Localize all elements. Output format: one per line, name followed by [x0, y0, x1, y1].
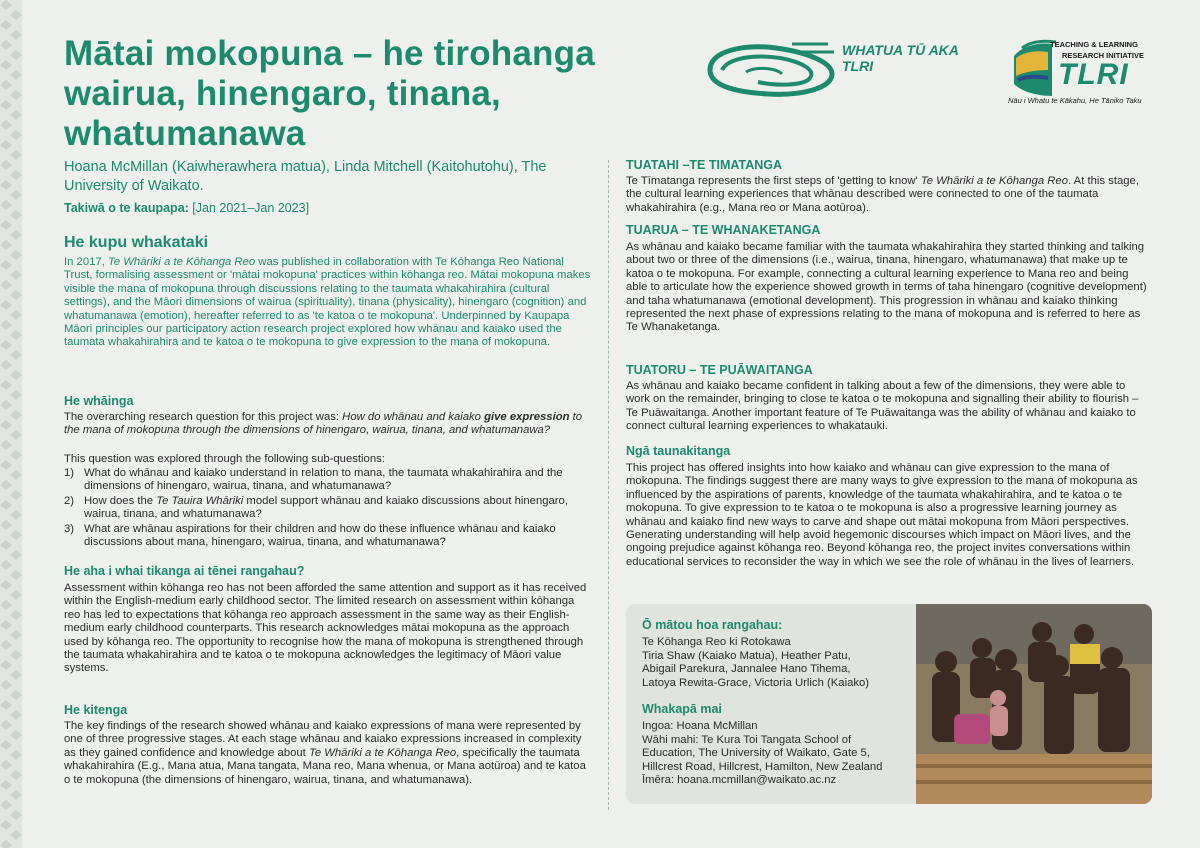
sub-questions-list [64, 467, 592, 550]
taunakitanga-text: This project has offered insights into how kaiako and whānau can give expression to the mana of mokopuna. The findings suggest there are many ways to give expression to the mana of mokopuna as influenced by the aspirations of parents, knowledge of the taumata whakahirahira, and te katoa o te mokopuna. To give expression to te katoa o te mokopuna is also a progressive learning journey as whānau and kaiako find new ways to carve and shape out mātai mokopuna from Māori perspectives. Generating understanding will help avoid hegemonic discourses which impact on Māori lives, and the ongoing prejudice against kōhanga reo. Beyond kōhanga reo, the project invites conversations within educational services to reconsider the way in which we see the role of whānau in the lives of learners. [626, 462, 1138, 568]
woven-border-pattern [0, 0, 22, 848]
sub-questions-intro: This question was explored through the following sub-questions: [64, 453, 385, 465]
tlri-line-2: RESEARCH INITIATIVE [1062, 51, 1144, 60]
tuarua-text: As whānau and kaiako became familiar with the taumata whakahirahira they started thinking and talking about two or three of the dimensions (i.e., wairua, tinana, hinengaro, whatumanawa) that make up te katoa o te mokopuna. For example, connecting a cultural learning experience to Mana reo and being able to articulate how the experience showed growth in terms of taha hinengaro (cognitive development) and taha whatumanawa (emotional development). This progression in whānau and kaiako thinking represented the next phase of expressions relating to the mana of mokopuna and is referred to here as Te Whanaketanga. [626, 241, 1147, 334]
column-divider [608, 160, 609, 810]
tlri-line-1: TEACHING & LEARNING [1050, 40, 1138, 49]
tlri-tagline: Nāu i Whatu te Kākahu, He Tāniko Taku [1008, 96, 1142, 105]
whatua-logo-text: WHATUA TŪ AKA TLRI [842, 42, 959, 74]
tlri-wordmark: TLRI [1058, 58, 1129, 91]
tuarua-heading: TUARUA – TE WHANAKETANGA [626, 223, 821, 237]
tuatoru-text: As whānau and kaiako became confident in talking about a few of the dimensions, they were able to work on the remainder, bringing to close te katoa o te mokopuna and signalling their ability to flourish – Te Puāwaitanga. Another important feature of Te Puāwaitanga was the ability of whānau and kaiako to connect cultural learning experiences to whakatauki. [626, 380, 1139, 433]
group-photo [916, 604, 1152, 804]
tuatahi-heading: TUATAHI –TE TIMATANGA [626, 158, 782, 172]
tikanga-text: Assessment within kōhanga reo has not been afforded the same attention and support as it has received within the English-medium early childhood sector. The limited research on assessment within kōhanga reo has led to expectations that kōhanga reo approach assessment in the same way as their English-medium early childhood counterparts. This research acknowledges mātai mokopuna as the approach used by kōhanga reo. The opportunity to recognise how the mana of mokopuna is strengthened through the taumata whakahirahira and te katoa o te mokopuna acknowledges the legitimacy of Māori value systems. [64, 582, 587, 675]
intro-heading: He kupu whakataki [64, 234, 209, 251]
tuatoru-heading: TUATORU – TE PUĀWAITANGA [626, 363, 813, 377]
partners-list: Te Kōhanga Reo ki Rotokawa Tiria Shaw (Kaiako Matua), Heather Patu, Abigail Parekura, Jannalee Hano Tihema, Latoya Rewita-Grace, Victoria Urlich (Kaiako) [642, 636, 870, 689]
contact-details: Ingoa: Hoana McMillan Wāhi mahi: Te Kura Toi Tangata School of Education, The University of Waikato, Gate 5, Hillcrest Road, Hillcrest, Hamilton, New Zealand Īmēra: hoana.mcmillan@waikato.ac.nz [642, 720, 883, 787]
authors: Hoana McMillan (Kaiwherawhera matua), Linda Mitchell (Kaitohutohu), The University of Waikato. [64, 159, 547, 194]
partners-heading: Ō mātou hoa rangahau: [642, 618, 783, 632]
tikanga-heading: He aha i whai tikanga ai tēnei rangahau? [64, 564, 305, 578]
contact-heading: Whakapā mai [642, 702, 722, 716]
list-item: 1) What do whānau and kaiako understand in relation to mana, the taumata whakahirahira and the dimensions of hinengaro, wairua, tinana, and whatumanawa? [64, 467, 563, 493]
kitenga-text: The key findings of the research showed whānau and kaiako expressions of mana were represented by one of three progressive stages. At each stage whānau and kaiako expressions increased in complexity as they gained confidence and knowledge about Te Whāriki a te Kōhanga Reo, specifically the taumata whakahirahira (E.g., Mana atua, Mana tangata, Mana reo, Mana whenua, or Mana aotūroa) and te katoa o te mokopuna (the dimensions of hinengaro, wairua, tinana, and whatumanawa). [64, 720, 586, 786]
list-item: 3) What are whānau aspirations for their children and how do these influence whānau and kaiako discussions about mana, hinengaro, wairua, tinana, and whatumanawa? [64, 522, 556, 549]
project-timeline: Takiwā o te kaupapa: [Jan 2021–Jan 2023] [64, 201, 310, 215]
research-question: The overarching research question for this project was: How do whānau and kaiako give expression to the mana of mokopuna through the dimensions of hinengaro, wairua, tinana, and whatumanawa? [64, 411, 583, 437]
tuatahi-text: Te Tīmatanga represents the first steps of 'getting to know' Te Whāriki a te Kōhanga Reo. At this stage, the cultural learning experiences that whānau described were connected to one of the taumata whakahirahira (e.g., Mana reo or Mana aotūroa). [626, 175, 1139, 214]
page-title: Mātai mokopuna – he tirohanga wairua, hinengaro, tinana, whatumanawa [64, 34, 595, 153]
intro-text: In 2017, Te Whāriki a te Kōhanga Reo was published in collaboration with Te Kōhanga Reo National Trust, formalising assessment or 'mātai mokopuna' practices within kōhanga reo. Mātai mokopuna makes visible the mana of mokopuna through discussions relating to the taumata whakahirahira (cultural settings), and the Māori dimensions of wairua (spirituality), tinana (physicality), hinengaro (cognition) and whatumanawa (emotion), hereafter referred to as 'te katoa o te mokopuna'. Underpinned by Kaupapa Māori principles our participatory action research project explored how whānau and kaiako used the taumata whakahirahira and te katoa o te mokopuna to give expression to the mana of mokopuna. [64, 256, 591, 349]
taunakitanga-heading: Ngā taunakitanga [626, 444, 731, 458]
kitenga-heading: He kitenga [64, 703, 128, 717]
list-item: 2) How does the Te Tauira Whāriki model support whānau and kaiako discussions about hinengaro, wairua, tinana, and whatumanawa? [64, 494, 568, 521]
whainga-heading: He whāinga [64, 394, 134, 408]
contact-panel [626, 604, 1152, 804]
whatua-logo-icon [706, 40, 836, 100]
